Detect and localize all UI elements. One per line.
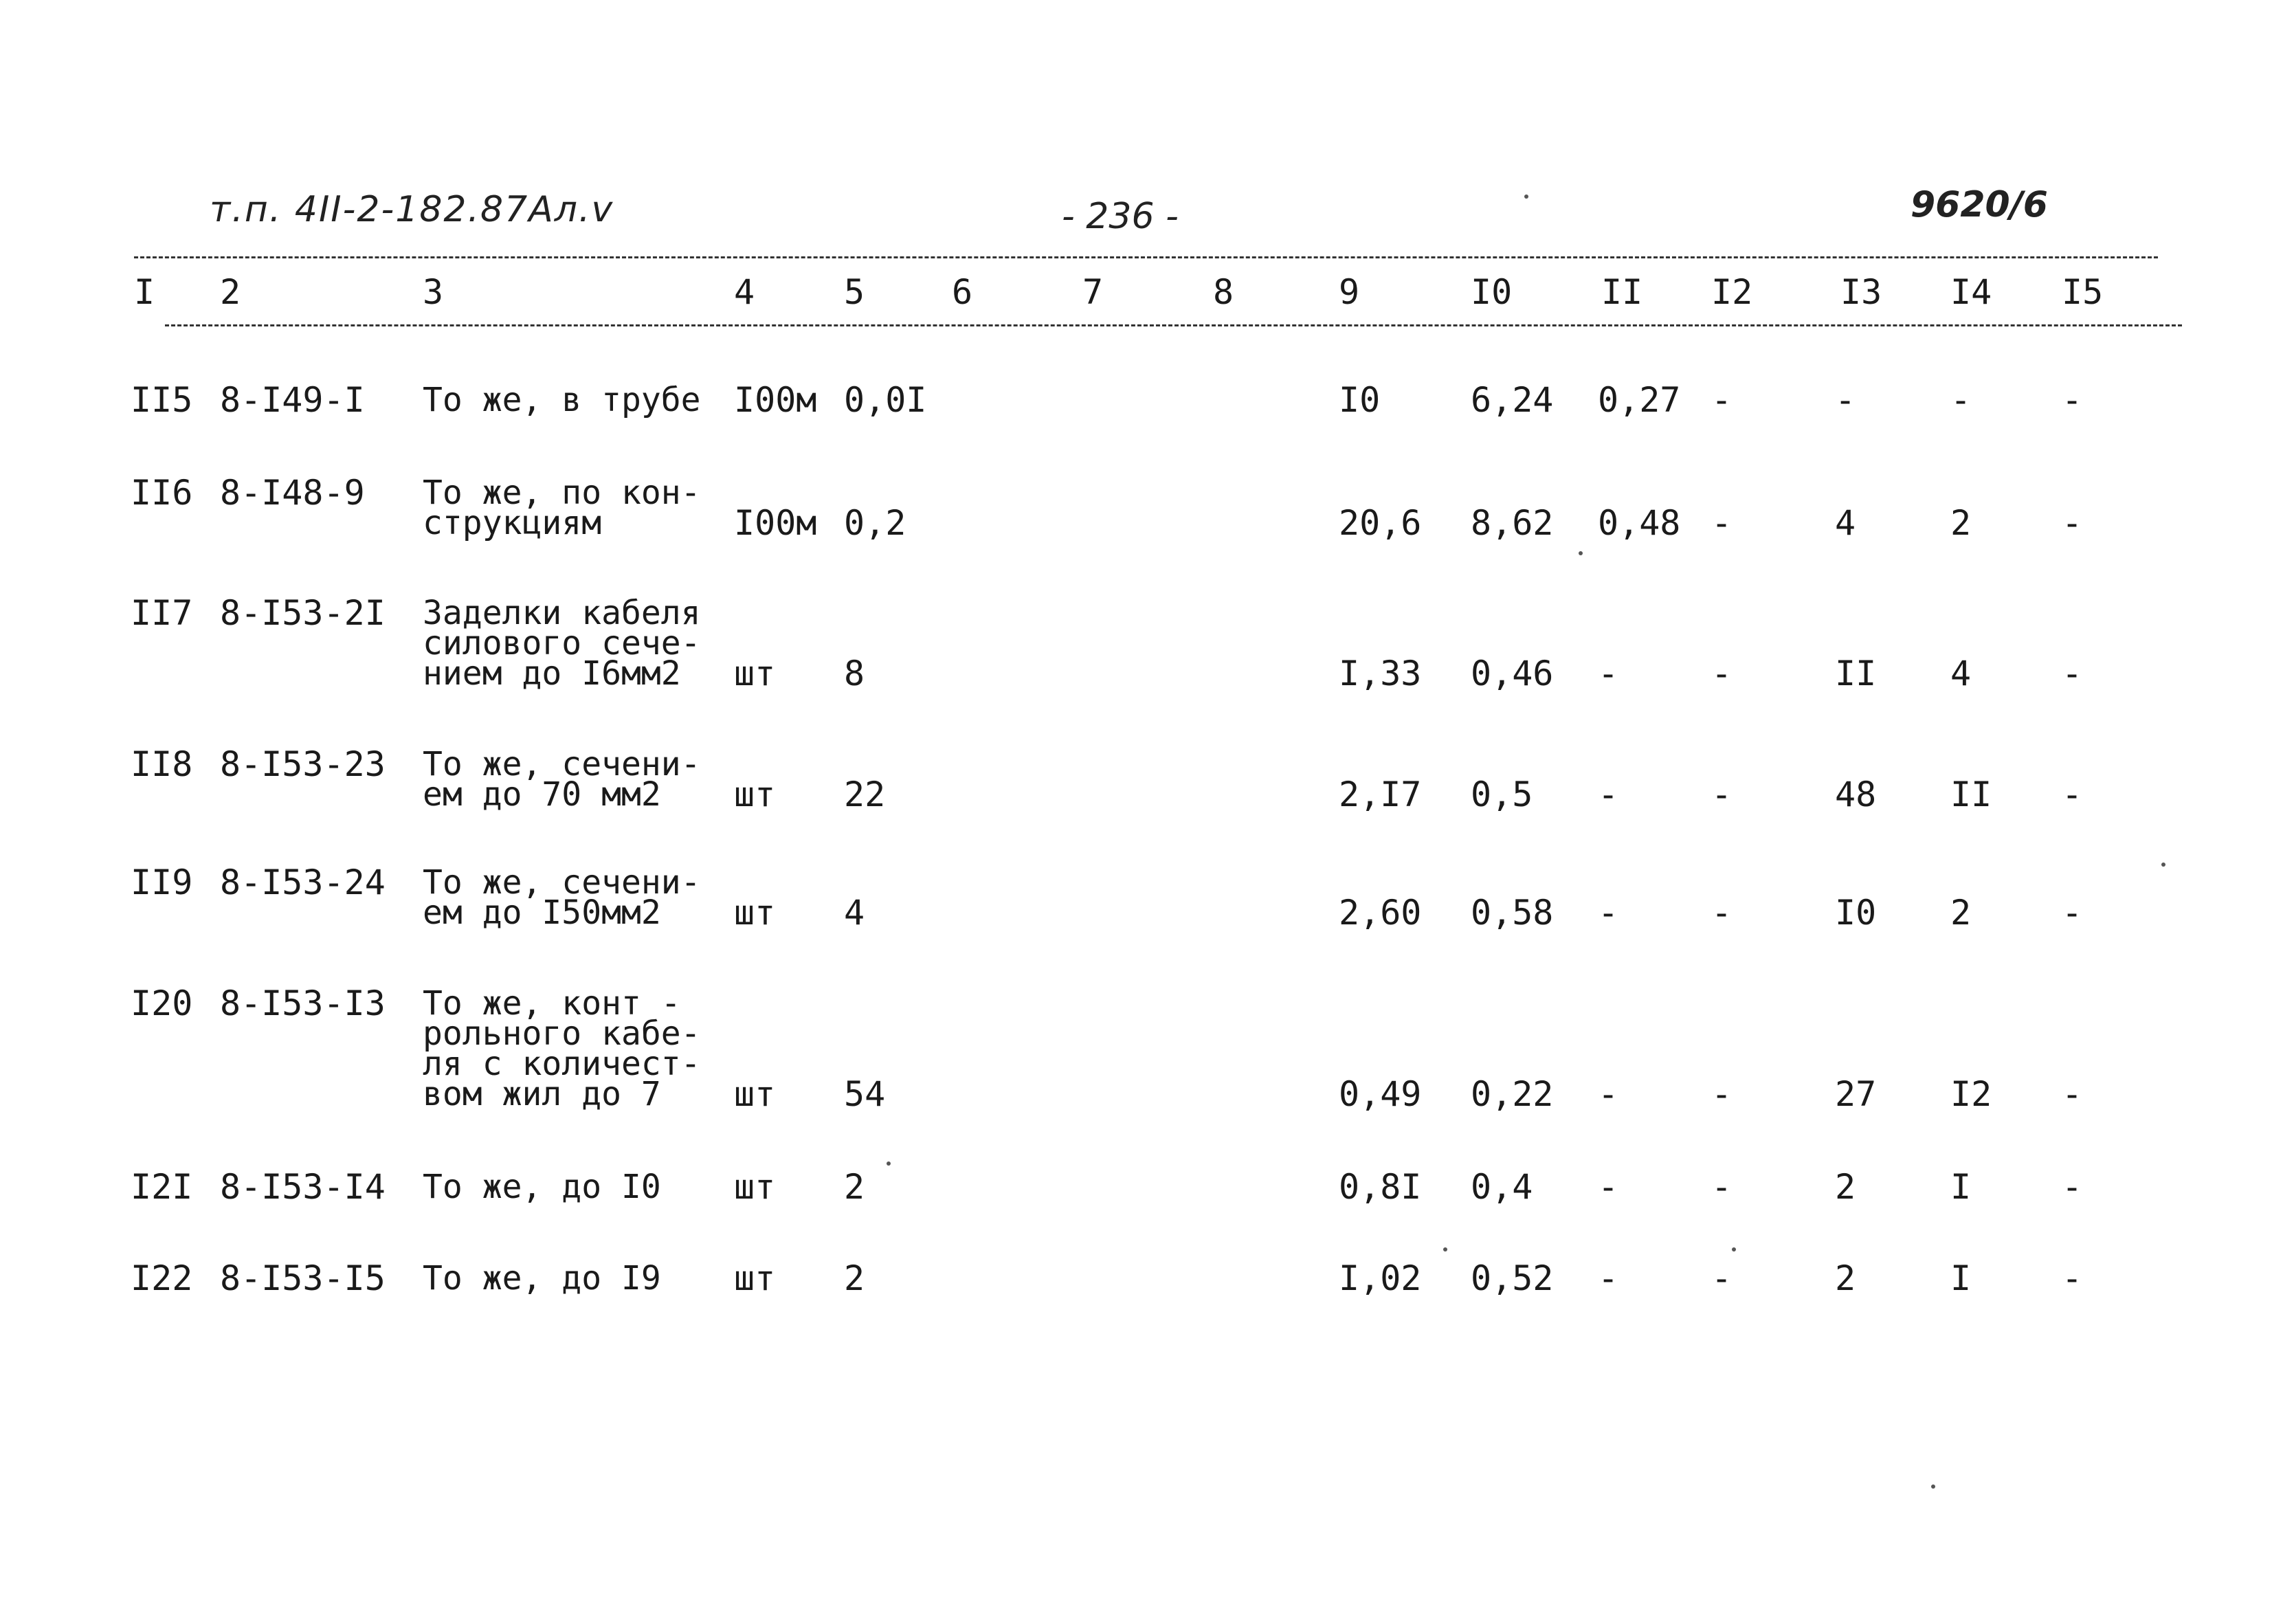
work-description-line: То же, сечени- [423,745,701,783]
column-header-6: 6 [952,272,973,312]
value-c11: - [1598,1167,1619,1207]
value-c13: II [1835,654,1877,693]
quantity: 54 [844,1074,886,1114]
quantity: 4 [844,893,865,933]
scan-speck [1579,551,1583,555]
work-description-line: ем до 70 мм2 [423,775,661,814]
norm-code: 8-I53-I5 [220,1258,386,1298]
value-c12: - [1711,1167,1733,1207]
value-c15: - [2062,1258,2083,1298]
column-header-12: I2 [1711,272,1753,312]
column-header-3: 3 [423,272,444,312]
value-c14: 2 [1950,503,1972,543]
value-c12: - [1711,1074,1733,1114]
page-number: - 236 - [1062,196,1179,237]
value-c10: 0,5 [1471,775,1533,814]
value-c11: - [1598,654,1619,693]
unit: шт [734,654,776,693]
norm-code: 8-I53-I3 [220,983,386,1023]
document-designation: т.п. 4II-2-182.87Ал.v [210,189,614,230]
value-c9: 0,8I [1339,1167,1422,1207]
value-c14: II [1950,775,1992,814]
value-c9: 2,60 [1339,893,1422,933]
row-number: I20 [131,983,193,1023]
work-description-line: Заделки кабеля [423,594,701,632]
quantity: 22 [844,775,886,814]
value-c9: I0 [1339,380,1381,420]
work-description-line: То же, до I0 [423,1168,661,1206]
work-description [423,1259,661,1298]
value-c11: - [1598,1074,1619,1114]
value-c15: - [2062,893,2083,933]
header-bottom-rule [165,324,2182,326]
scan-speck [1443,1247,1447,1252]
value-c10: 0,22 [1471,1074,1554,1114]
value-c11: - [1598,893,1619,933]
value-c14: I [1950,1258,1972,1298]
value-c13: 4 [1835,503,1856,543]
work-description-line: струкциям [423,504,602,542]
scan-speck [1931,1484,1935,1489]
value-c13: 48 [1835,775,1877,814]
work-description-line: вом жил до 7 [423,1075,661,1113]
unit: шт [734,1167,776,1207]
row-number: I22 [131,1258,193,1298]
value-c12: - [1711,503,1733,543]
value-c10: 6,24 [1471,380,1554,420]
unit: шт [734,1258,776,1298]
norm-code: 8-I49-I [220,380,365,420]
work-description [423,474,701,542]
quantity: 0,0I [844,380,927,420]
value-c13: - [1835,380,1856,420]
scan-speck [1524,194,1528,199]
header-top-rule [134,256,2158,258]
value-c13: 2 [1835,1167,1856,1207]
value-c14: I [1950,1167,1972,1207]
value-c12: - [1711,893,1733,933]
value-c15: - [2062,775,2083,814]
unit: шт [734,775,776,814]
scan-speck [1732,1247,1736,1252]
row-number: II7 [131,593,193,633]
value-c10: 0,4 [1471,1167,1533,1207]
work-description [423,863,701,932]
work-description-line: То же, сечени- [423,863,701,902]
value-c15: - [2062,1167,2083,1207]
column-header-5: 5 [844,272,865,312]
quantity: 2 [844,1167,865,1207]
value-c14: - [1950,380,1972,420]
value-c11: - [1598,1258,1619,1298]
column-header-10: I0 [1471,272,1513,312]
unit: I00м [734,503,817,543]
work-description-line: ем до I50мм2 [423,893,661,932]
value-c15: - [2062,1074,2083,1114]
value-c12: - [1711,380,1733,420]
work-description-line: То же, конт - [423,984,681,1023]
value-c11: - [1598,775,1619,814]
value-c13: I0 [1835,893,1877,933]
unit: шт [734,1074,776,1114]
value-c9: I,33 [1339,654,1422,693]
value-c13: 27 [1835,1074,1877,1114]
column-header-1: I [134,272,155,312]
column-header-8: 8 [1213,272,1234,312]
unit: I00м [734,380,817,420]
value-c12: - [1711,1258,1733,1298]
value-c9: 0,49 [1339,1074,1422,1114]
value-c10: 0,58 [1471,893,1554,933]
row-number: II8 [131,744,193,784]
value-c12: - [1711,654,1733,693]
value-c10: 8,62 [1471,503,1554,543]
row-number: II6 [131,473,193,513]
scan-speck [2161,863,2165,867]
value-c13: 2 [1835,1258,1856,1298]
norm-code: 8-I53-I4 [220,1167,386,1207]
value-c10: 0,46 [1471,654,1554,693]
column-header-14: I4 [1950,272,1992,312]
row-number: II9 [131,863,193,902]
work-description [423,1168,661,1206]
quantity: 2 [844,1258,865,1298]
value-c11: 0,48 [1598,503,1681,543]
norm-code: 8-I48-9 [220,473,365,513]
work-description-line: нием до I6мм2 [423,654,681,693]
work-description [423,594,701,693]
work-description [423,381,701,419]
row-number: I2I [131,1167,193,1207]
value-c10: 0,52 [1471,1258,1554,1298]
work-description-line: силового сече- [423,624,701,663]
work-description-line: рольного кабе- [423,1014,701,1053]
quantity: 8 [844,654,865,693]
value-c9: I,02 [1339,1258,1422,1298]
value-c15: - [2062,380,2083,420]
value-c14: I2 [1950,1074,1992,1114]
value-c14: 2 [1950,893,1972,933]
value-c9: 20,6 [1339,503,1422,543]
work-description-line: То же, в трубе [423,381,701,419]
column-header-15: I5 [2062,272,2104,312]
value-c15: - [2062,503,2083,543]
value-c11: 0,27 [1598,380,1681,420]
column-header-9: 9 [1339,272,1360,312]
value-c15: - [2062,654,2083,693]
scan-speck [887,1161,891,1166]
column-header-7: 7 [1082,272,1104,312]
sheet-code: 9620/6 [1911,184,2048,225]
column-header-13: I3 [1840,272,1882,312]
work-description-line: То же, до I9 [423,1259,661,1298]
work-description [423,745,701,814]
value-c9: 2,I7 [1339,775,1422,814]
column-header-4: 4 [734,272,755,312]
norm-code: 8-I53-2I [220,593,386,633]
work-description-line: То же, по кон- [423,474,701,512]
unit: шт [734,893,776,933]
column-header-11: II [1601,272,1643,312]
quantity: 0,2 [844,503,906,543]
work-description [423,984,701,1113]
column-header-2: 2 [220,272,241,312]
norm-code: 8-I53-24 [220,863,386,902]
value-c14: 4 [1950,654,1972,693]
row-number: II5 [131,380,193,420]
value-c12: - [1711,775,1733,814]
work-description-line: ля с количест- [423,1045,701,1083]
norm-code: 8-I53-23 [220,744,386,784]
